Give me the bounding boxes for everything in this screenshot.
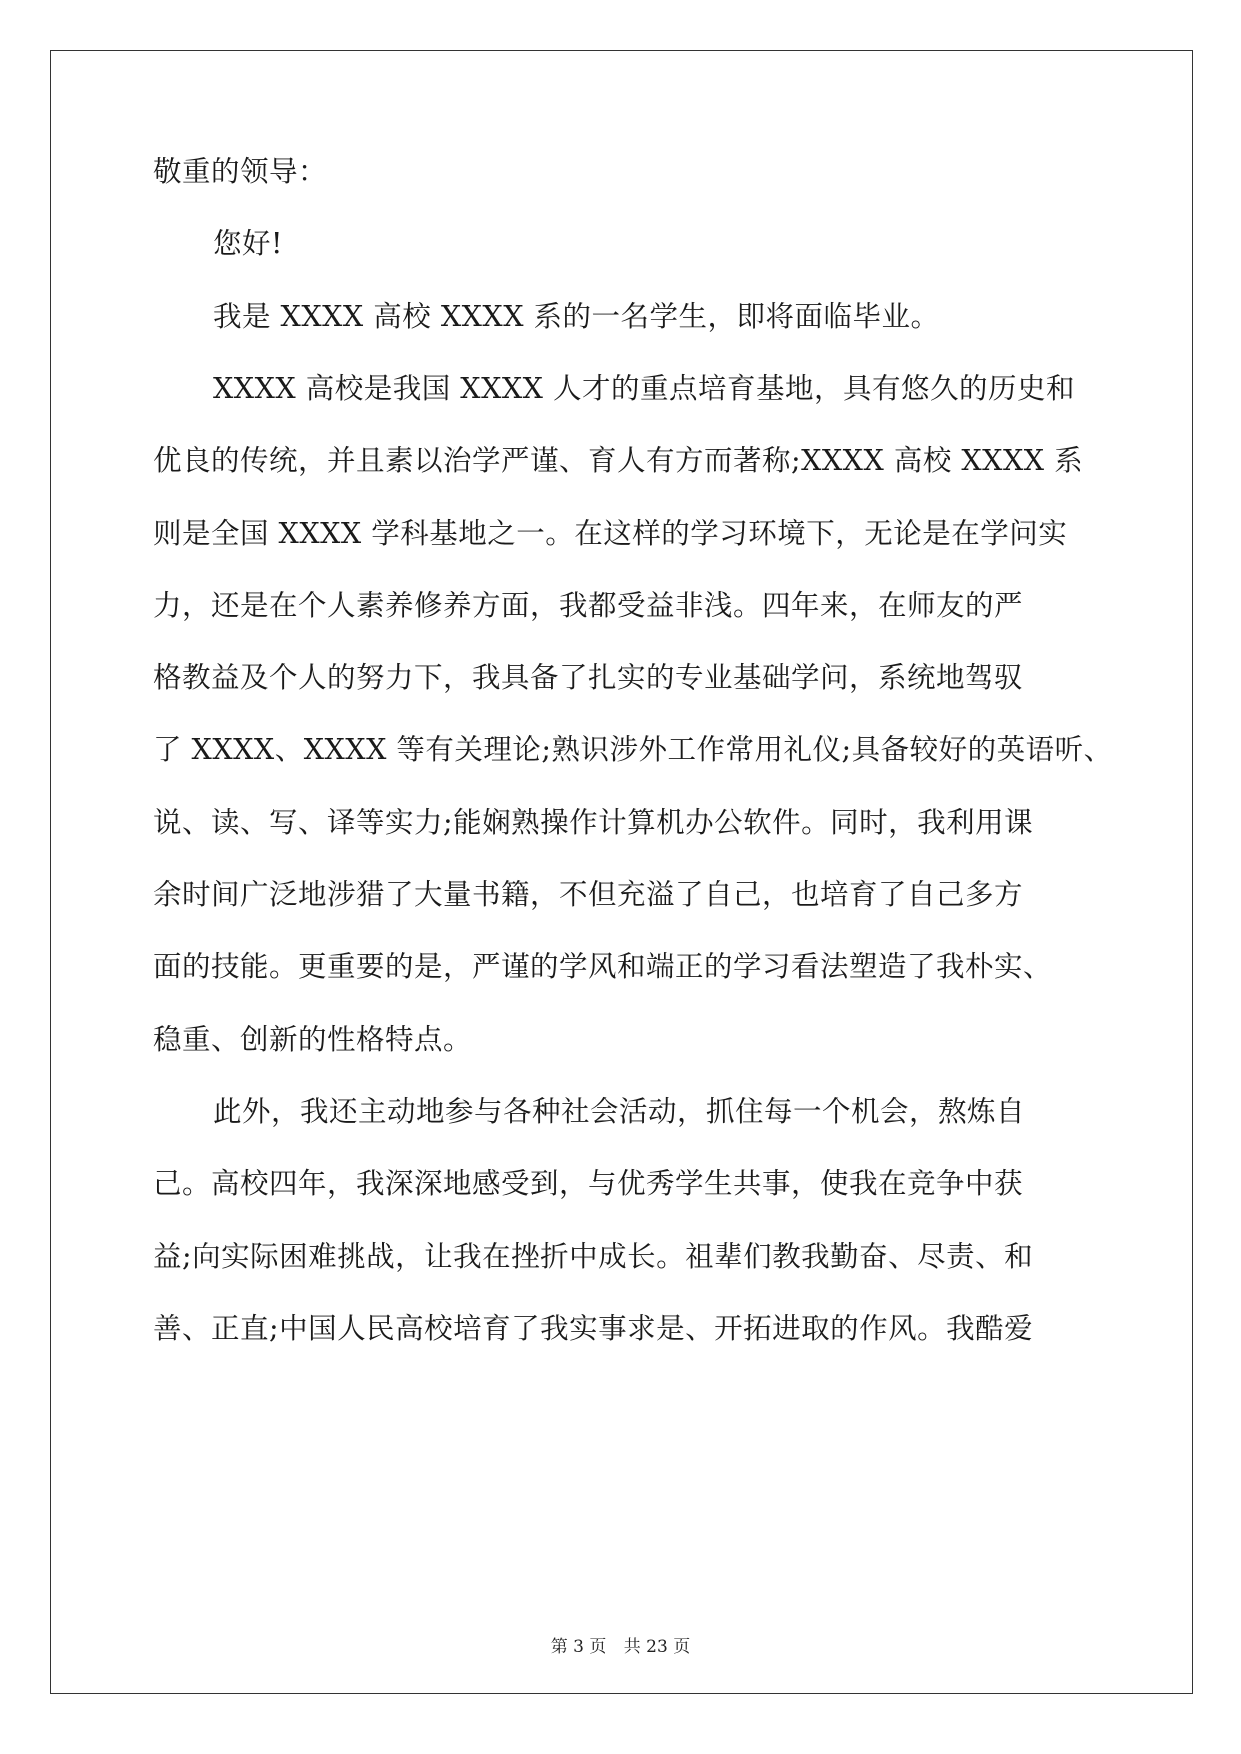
letter-line: 此外，我还主动地参与各种社会活动，抓住每一个机会，熬炼自 [213, 1094, 1026, 1128]
letter-line: 余时间广泛地涉猎了大量书籍，不但充溢了自己，也培育了自己多方 [153, 878, 1024, 911]
page-total: 共 23 页 [623, 1637, 691, 1657]
letter-line: 说、读、写、译等实力;能娴熟操作计算机办公软件。同时，我利用课 [153, 805, 1034, 839]
letter-line: 了 XXXX、XXXX 等有关理论;熟识涉外工作常用礼仪;具备较好的英语听、 [153, 733, 1113, 767]
letter-line: 益;向实际困难挑战，让我在挫折中成长。祖辈们教我勤奋、尽责、和 [153, 1239, 1034, 1273]
letter-line: XXXX 高校是我国 XXXX 人才的重点培育基地，具有悠久的历史和 [213, 371, 1075, 405]
page-number: 第 3 页 [550, 1637, 607, 1657]
letter-line: 我是 XXXX 高校 XXXX 系的一名学生，即将面临毕业。 [213, 299, 940, 333]
letter-line: 己。高校四年，我深深地感受到，与优秀学生共事，使我在竞争中获 [153, 1167, 1024, 1201]
letter-line: 稳重、创新的性格特点。 [153, 1022, 473, 1056]
letter-line: 优良的传统，并且素以治学严谨、育人有方而著称;XXXX 高校 XXXX 系 [153, 444, 1084, 478]
letter-line: 您好! [213, 227, 283, 261]
page-border [50, 50, 1193, 1694]
letter-line: 敬重的领导： [153, 155, 328, 188]
page-footer [0, 1632, 1241, 1657]
letter-line: 则是全国 XXXX 学科基地之一。在这样的学习环境下，无论是在学问实 [153, 516, 1068, 550]
letter-line: 力，还是在个人素养修养方面，我都受益非浅。四年来，在师友的严 [153, 588, 1024, 622]
letter-line: 面的技能。更重要的是，严谨的学风和端正的学习看法塑造了我朴实、 [153, 950, 1053, 984]
letter-line: 善、正直;中国人民高校培育了我实事求是、开拓进取的作风。我酷爱 [153, 1311, 1034, 1345]
letter-line: 格教益及个人的努力下，我具备了扎实的专业基础学问，系统地驾驭 [153, 661, 1024, 695]
